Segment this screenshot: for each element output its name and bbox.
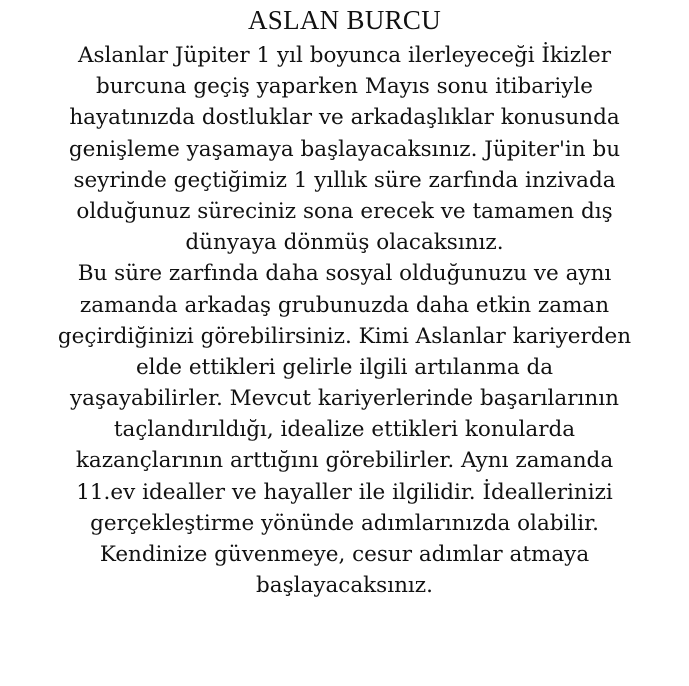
document-body: [0, 40, 689, 601]
body-line: hayatınızda dostluklar ve arkadaşlıklar konusunda: [69, 105, 620, 131]
body-line: yaşayabilirler. Mevcut kariyerlerinde başarılarının: [70, 386, 619, 412]
body-line: burcuna geçiş yaparken Mayıs sonu itibariyle: [96, 74, 593, 100]
body-line: 11.ev idealler ve hayaller ile ilgilidir. İdeallerinizi: [76, 479, 613, 505]
body-line: elde ettikleri gelirle ilgili artılanma da: [135, 354, 554, 380]
body-line: seyrinde geçtiğimiz 1 yıllık süre zarfında inzivada: [73, 167, 616, 193]
body-line: geçirdiğinizi görebilirsiniz. Kimi Aslanlar kariyerden: [57, 323, 632, 349]
body-line: Bu süre zarfında daha sosyal olduğunuzu ve aynı: [77, 261, 612, 287]
body-line: başlayacaksınız.: [256, 573, 433, 599]
body-line: kazançlarının arttığını görebilirler. Aynı zamanda: [75, 448, 614, 474]
body-line: Aslanlar Jüpiter 1 yıl boyunca ilerleyeceği İkizler: [77, 43, 612, 68]
body-line: olduğunuz süreciniz sona erecek ve tamamen dış: [76, 198, 613, 224]
body-line: zamanda arkadaş grubunuzda daha etkin zaman: [79, 292, 610, 318]
body-line: dünyaya dönmüş olacaksınız.: [185, 230, 504, 256]
body-line: taçlandırıldığı, idealize ettikleri konularda: [113, 417, 576, 443]
body-line: gerçekleştirme yönünde adımlarınızda olabilir.: [90, 510, 599, 536]
body-line: Kendinize güvenmeye, cesur adımlar atmaya: [99, 542, 590, 567]
document-title: ASLAN BURCU: [247, 5, 442, 35]
body-line: genişleme yaşamaya başlayacaksınız. Jüpiter'in bu: [68, 136, 621, 162]
